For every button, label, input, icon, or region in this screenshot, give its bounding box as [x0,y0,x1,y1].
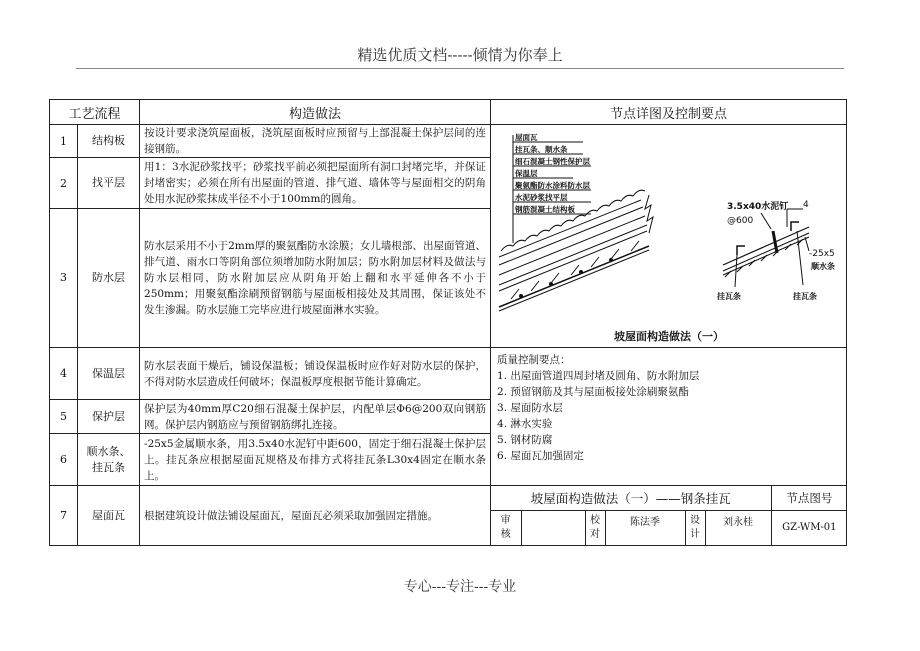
check-char: 校 [590,514,601,526]
quality-title: 质量控制要点： [497,354,571,366]
page-header: 精选优质文档-----倾情为你奉上 [357,46,563,64]
layer-label: 水泥砂浆找平层 [515,193,568,202]
detail-drawing-cell [491,125,847,348]
review-char: 审 [500,514,511,526]
review-char: 核 [500,528,511,540]
dimension-label: 4 [803,200,809,210]
strip-size-label: -25x5 [809,249,835,259]
row-method-text: 防水层表面干燥后，铺设保温板；铺设保温板时应作好对防水层的保护，不得对防水层造成任何破坏；保温板厚度根据节能计算确定。 [140,348,491,400]
title-block-title: 坡屋面构造做法（一）——钢条挂瓦 [491,486,771,511]
table-row [50,125,847,158]
row-number: 6 [50,434,78,486]
batten-label: 挂瓦条 [793,292,818,301]
checker-value: 陈法季 [605,511,685,545]
row-number: 3 [50,208,78,347]
row-number: 7 [50,486,78,546]
list-item: 4. 淋水实验 [497,418,553,430]
strip-name-label: 顺水条 [811,262,836,271]
roof-section-drawing [491,125,847,347]
layer-label: 保温层 [515,169,538,178]
row-process-name-line: 挂瓦条 [92,460,125,474]
figure-caption: 坡屋面构造做法（一） [614,330,725,343]
row-process-name: 保护层 [78,400,140,434]
row-process-name: 屋面瓦 [78,486,140,546]
title-block-cell [491,486,847,546]
list-item: 6. 屋面瓦加强固定 [497,450,584,462]
layer-label: 屋面瓦 [515,133,538,142]
row-method-text: 防水层采用不小于2mm厚的聚氨酯防水涂膜；女儿墙根部、出屋面管道、排气道、雨水口等阴角部位须增加防水附加层；防水附加层材料及做法与防水层相同，防水附加层应从阴角开始上翻和水平延伸各不小于250mm；用聚氨酯涂刷预留钢筋与屋面板相接处及其周围，保证该处不发生渗漏。防水层施工完毕应进行坡屋面淋水实验。 [140,208,491,347]
row-number: 2 [50,158,78,208]
construction-table [49,99,847,546]
table-row [50,348,847,400]
row-method-text: 保护层为40mm厚C20细石混凝土保护层，内配单层Φ6@200双向钢筋网。保护层内钢筋应与预留钢筋绑扎连接。 [140,400,491,434]
check-char: 对 [590,528,601,540]
row-process-name: 防水层 [78,208,140,347]
nail-spacing: @600 [727,216,754,226]
layer-label: 挂瓦条、顺水条 [515,145,568,154]
quality-list [497,368,840,464]
nail-label: 3.5x40水泥钉 [727,202,789,212]
drawing-code: GZ-WM-01 [771,511,847,545]
node-label: 节点图号 [771,486,847,511]
row-method-text: -25x5金属顺水条，用3.5x40水泥钉中距600，固定于细石混凝土保护层上。挂瓦条应根据屋面瓦规格及布排方式将挂瓦条L30x4固定在顺水条上。 [140,434,491,486]
page-footer: 专心---专注---专业 [403,579,517,595]
list-item: 5. 钢材防腐 [497,434,553,446]
layer-label: 聚氨酯防水涂料防水层 [515,181,591,190]
row-method-text: 按设计要求浇筑屋面板，浇筑屋面板时应预留与上部混凝土保护层间的连接钢筋。 [140,125,491,158]
layer-label: 细石混凝土钢性保护层 [515,157,591,166]
row-method-text: 根据建筑设计做法铺设屋面瓦，屋面瓦必须采取加强固定措施。 [140,486,491,546]
list-item: 2. 预留钢筋及其与屋面板接处涂刷聚氨酯 [497,386,689,398]
row-process-name: 保温层 [78,348,140,400]
row-process-name [78,434,140,486]
quality-control-cell [491,348,847,486]
col-header-process: 工艺流程 [50,100,140,125]
design-label [685,511,705,545]
design-char: 设 [690,514,701,526]
list-item: 3. 屋面防水层 [497,402,563,414]
title-block [491,486,847,545]
row-number: 4 [50,348,78,400]
row-process-name: 结构板 [78,125,140,158]
batten-label: 挂瓦条 [717,292,742,301]
row-process-name: 找平层 [78,158,140,208]
layer-label: 钢筋混凝土结构板 [515,205,576,214]
designer-value: 刘永桂 [705,511,771,545]
review-label [491,511,521,545]
row-method-text: 用1：3水泥砂浆找平；砂浆找平前必须把屋面所有洞口封堵完毕，并保证封堵密实；必须在所有出屋面的管道、排气道、墙体等与屋面相交的阴角处用水泥砂浆抹成半径不小于100mm的圆角。 [140,158,491,208]
design-char: 计 [690,528,701,540]
header-rule [76,68,844,69]
row-number: 5 [50,400,78,434]
check-label [585,511,605,545]
col-header-detail: 节点详图及控制要点 [491,100,847,125]
row-number: 1 [50,125,78,158]
table-row [50,486,847,546]
reviewer-value [521,511,585,545]
col-header-method: 构造做法 [140,100,491,125]
list-item: 1. 出屋面管道四周封堵及圆角、防水附加层 [497,370,700,382]
row-process-name-line: 顺水条、 [86,444,131,458]
